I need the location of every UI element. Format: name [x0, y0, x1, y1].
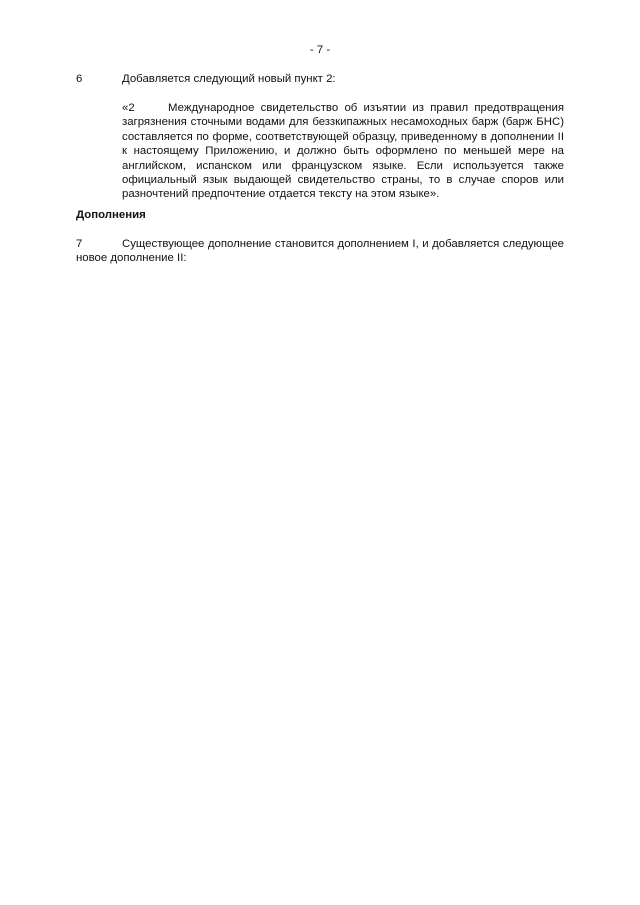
- paragraph-7-text: Существующее дополнение становится дополнением I, и добавляется следующее новое дополнение II:: [76, 238, 564, 265]
- paragraph-7-number: 7: [76, 238, 83, 250]
- paragraph-6-number: 6: [76, 73, 83, 85]
- quoted-paragraph-2: [122, 101, 564, 202]
- paragraph-6: [76, 72, 564, 86]
- paragraph-7: [76, 237, 564, 266]
- page-number: - 7 -: [309, 44, 331, 56]
- quoted-paragraph-2-number: «2: [122, 102, 135, 114]
- section-heading: Дополнения: [76, 209, 146, 221]
- paragraph-6-text: Добавляется следующий новый пункт 2:: [122, 73, 336, 85]
- quoted-paragraph-2-text: Международное свидетельство об изъятии из правил предотвращения загрязнения сточными водами для беззкипажных несамоходных барж (барж БНС) составляется по форме, соответствующей образцу, приведенному в дополнении II к настоящему Приложению, и должно быть оформлено по меньшей мере на английском, испанском или французском языке. Если используется также официальный язык выдающей свидетельство страны, то в случае споров или разночтений предпочтение отдается тексту на этом языке».: [122, 102, 564, 201]
